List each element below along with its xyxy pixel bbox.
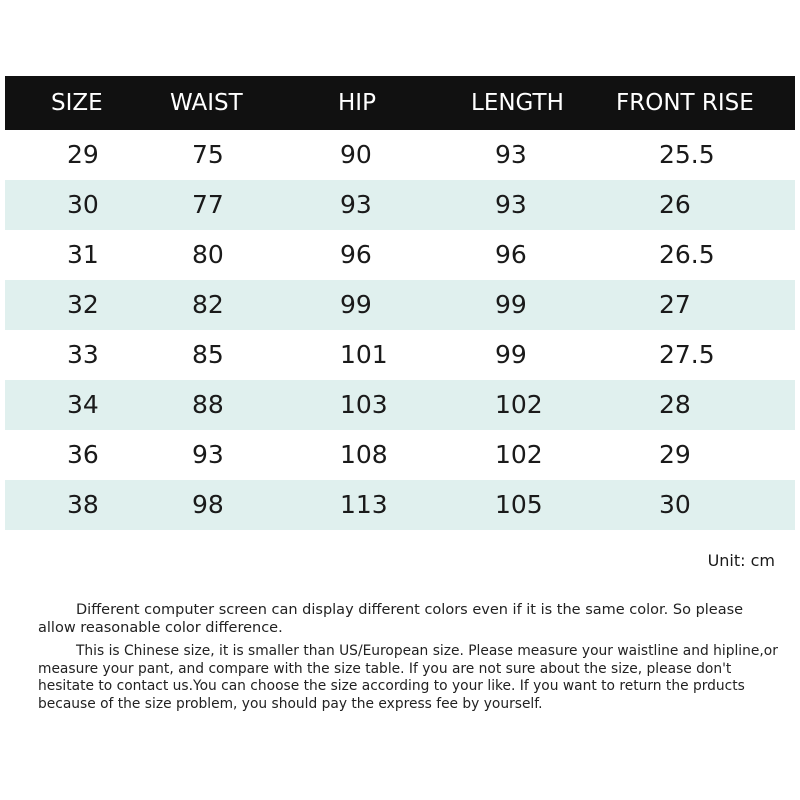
cell-waist: 75 — [192, 140, 224, 169]
cell-waist: 80 — [192, 240, 224, 269]
cell-hip: 90 — [340, 140, 372, 169]
header-waist: WAIST — [170, 90, 243, 116]
cell-front-rise: 26 — [659, 190, 691, 219]
table-row — [5, 380, 795, 430]
header-hip: HIP — [338, 90, 376, 116]
table-row — [5, 280, 795, 330]
size-chart-table — [5, 76, 795, 530]
color-disclaimer — [38, 601, 783, 637]
cell-length: 99 — [495, 340, 527, 369]
cell-front-rise: 26.5 — [659, 240, 715, 269]
cell-length: 99 — [495, 290, 527, 319]
table-row — [5, 180, 795, 230]
cell-front-rise: 27.5 — [659, 340, 715, 369]
cell-hip: 113 — [340, 490, 388, 519]
cell-hip: 101 — [340, 340, 388, 369]
table-row — [5, 330, 795, 380]
table-row — [5, 480, 795, 530]
cell-hip: 99 — [340, 290, 372, 319]
cell-size: 34 — [67, 390, 99, 419]
cell-size: 29 — [67, 140, 99, 169]
cell-front-rise: 28 — [659, 390, 691, 419]
cell-front-rise: 27 — [659, 290, 691, 319]
cell-front-rise: 30 — [659, 490, 691, 519]
cell-size: 30 — [67, 190, 99, 219]
size-disclaimer-text: This is Chinese size, it is smaller than US/European size. Please measure your waistline and hipline,or measure your pant, and compare with the size table. If you are not sure about the size, please don't hesitate to contact us.You can choose the size according to your like. If you want to return the prducts because of the size problem, you should pay the express fee by yourself. — [38, 643, 778, 712]
cell-length: 102 — [495, 440, 543, 469]
cell-hip: 93 — [340, 190, 372, 219]
cell-length: 105 — [495, 490, 543, 519]
cell-size: 32 — [67, 290, 99, 319]
unit-label: Unit: cm — [707, 551, 775, 570]
cell-waist: 93 — [192, 440, 224, 469]
cell-waist: 77 — [192, 190, 224, 219]
table-row — [5, 230, 795, 280]
cell-front-rise: 29 — [659, 440, 691, 469]
table-header-row — [5, 76, 795, 130]
cell-hip: 108 — [340, 440, 388, 469]
header-length: LENGTH — [471, 90, 564, 116]
cell-size: 38 — [67, 490, 99, 519]
cell-waist: 88 — [192, 390, 224, 419]
size-disclaimer — [38, 643, 783, 713]
cell-size: 36 — [67, 440, 99, 469]
cell-length: 93 — [495, 140, 527, 169]
cell-size: 31 — [67, 240, 99, 269]
color-disclaimer-text: Different computer screen can display different colors even if it is the same color. So please allow reasonable color difference. — [38, 602, 744, 636]
cell-length: 102 — [495, 390, 543, 419]
header-front-rise: FRONT RISE — [616, 90, 754, 116]
cell-length: 96 — [495, 240, 527, 269]
table-row — [5, 430, 795, 480]
table-row — [5, 130, 795, 180]
cell-size: 33 — [67, 340, 99, 369]
header-size: SIZE — [51, 90, 103, 116]
cell-waist: 85 — [192, 340, 224, 369]
cell-waist: 82 — [192, 290, 224, 319]
cell-length: 93 — [495, 190, 527, 219]
cell-hip: 103 — [340, 390, 388, 419]
cell-hip: 96 — [340, 240, 372, 269]
cell-waist: 98 — [192, 490, 224, 519]
cell-front-rise: 25.5 — [659, 140, 715, 169]
